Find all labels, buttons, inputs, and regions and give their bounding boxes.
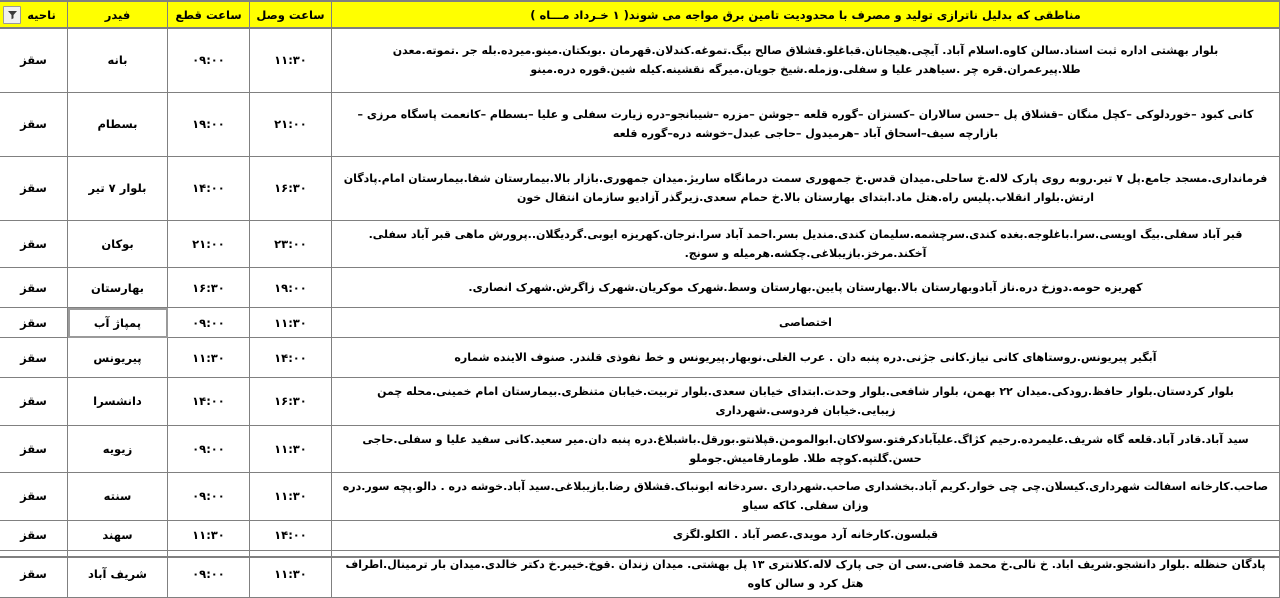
header-row <box>0 2 1280 28</box>
cell-on-time[interactable]: ۱۱:۳۰ <box>250 473 332 521</box>
cell-off-time[interactable]: ۰۹:۰۰ <box>168 550 250 598</box>
cell-regions[interactable]: اختصاصی <box>332 308 1280 338</box>
cell-off-time[interactable]: ۱۶:۳۰ <box>168 268 250 308</box>
column-header-area[interactable] <box>0 2 68 28</box>
cell-area[interactable]: سقز <box>0 308 68 338</box>
cell-feeder[interactable]: سهند <box>68 520 168 550</box>
cell-regions[interactable]: قبر آباد سفلی.بیگ اویسی.سرا.باغلوجه.بغده کندی.سرچشمه.سلیمان کندی.مندیل بسر.احمد آباد سرا.نرجان.کهریزه ایوبی.گردیگلان..پرورش ماهی قبر آباد سفلی. آخکند.مرخز.بازیبلاغی.چکشه.هرمیله و سونج. <box>332 220 1280 268</box>
cell-regions[interactable]: بلوار کردستان.بلوار حافظ.رودکی.میدان ۲۲ بهمن، بلوار شافعی.بلوار وحدت.ابتدای خیابان سعدی.بلوار تربیت.خیابان متنظری.بیمارستان امام خمینی.محله چمن زیبایی.خیابان فردوسی.شهرداری <box>332 378 1280 426</box>
table-row <box>0 378 1280 426</box>
table-row <box>0 156 1280 220</box>
table-row <box>0 550 1280 598</box>
cell-off-time[interactable]: ۰۹:۰۰ <box>168 425 250 473</box>
cell-area[interactable]: سقز <box>0 378 68 426</box>
cell-off-time[interactable]: ۱۱:۳۰ <box>168 338 250 378</box>
cell-feeder[interactable]: دانشسرا <box>68 378 168 426</box>
table-row <box>0 308 1280 338</box>
cell-off-time[interactable]: ۱۱:۳۰ <box>168 520 250 550</box>
cell-on-time[interactable]: ۲۳:۰۰ <box>250 220 332 268</box>
cell-feeder[interactable]: بانه <box>68 28 168 92</box>
table-header <box>0 2 1280 28</box>
cell-regions[interactable]: پادگان حنظله .بلوار دانشجو.شریف اباد. خ نالی.خ محمد قاضی.سی ان جی پارک لاله.کلانتری ۱۳ پل بهشتی. میدان زندان .قوخ.خیبر.خ دکتر خالدی.میدان بار ترمینال.اطراف هتل کرد و سالن کاوه <box>332 550 1280 598</box>
cell-off-time[interactable]: ۱۴:۰۰ <box>168 156 250 220</box>
cell-on-time[interactable]: ۱۴:۰۰ <box>250 338 332 378</box>
cell-regions[interactable]: سید آباد.قادر آباد.قلعه گاه شریف.علیمرده.رحیم کژاگ.علیآبادکرفتو.سولاکان.ابوالمومن.قپلانتو.بورقل.باشبلاغ.دره پنبه دان.میر سعید.کانی سفید علیا و سفلی.حاجی حسن.گلتپه.کوچه طلا. طومارقامیش.جوملو <box>332 425 1280 473</box>
cell-on-time[interactable]: ۱۱:۳۰ <box>250 28 332 92</box>
cell-area[interactable]: سقز <box>0 28 68 92</box>
cell-on-time[interactable]: ۱۱:۳۰ <box>250 308 332 338</box>
cell-area[interactable]: سقز <box>0 473 68 521</box>
cell-regions[interactable]: کانی کبود –خوردلوکی –کچل منگان –قشلاق پل –حسن سالاران –کسنزان –گوره قلعه –جوشن –مزره –شیبانجو–دره زیارت سفلی و علیا –بسطام –کانعمت پاسگاه مرزی – بازارچه سیف–اسحاق آباد –هرمیدول –حاجی عبدل–خوشه دره–گوره قلعه <box>332 92 1280 156</box>
cell-off-time[interactable]: ۲۱:۰۰ <box>168 220 250 268</box>
table-row <box>0 92 1280 156</box>
cell-feeder[interactable]: بلوار ۷ تیر <box>68 156 168 220</box>
cell-feeder[interactable]: پیریونس <box>68 338 168 378</box>
cell-regions[interactable]: فرمانداری.مسجد جامع.پل ۷ تیر.روبه روی پارک لاله.خ ساحلی.میدان قدس.خ جمهوری سمت درمانگاه ساریژ.میدان جمهوری.بازار بالا.بیمارستان شفا.بیمارستان امام.پادگان ارتش.بلوار انقلاب.پلیس راه.هتل ماد.ابتدای بهارستان بالا.خ حمام سعدی.زیرگذر آزادیو سازمان انتقال خون <box>332 156 1280 220</box>
cell-on-time[interactable]: ۱۹:۰۰ <box>250 268 332 308</box>
cell-off-time[interactable]: ۰۹:۰۰ <box>168 473 250 521</box>
cell-feeder[interactable]: سنته <box>68 473 168 521</box>
cell-on-time[interactable]: ۱۶:۳۰ <box>250 378 332 426</box>
column-header-area-label: ناحیه <box>27 7 56 22</box>
cell-on-time[interactable]: ۲۱:۰۰ <box>250 92 332 156</box>
cell-feeder[interactable]: پمپاژ آب <box>68 308 168 338</box>
cell-area[interactable]: سقز <box>0 92 68 156</box>
table-row <box>0 28 1280 92</box>
cell-regions[interactable]: قبلسون.کارخانه آرد مویدی.عصر آباد . الکلو.لگزی <box>332 520 1280 550</box>
cell-regions[interactable]: بلوار بهشتی اداره ثبت اسناد.سالن کاوه.اسلام آباد. آیچی.هیجانان.قباغلو.قشلاق صالح بیگ.تموغه.کندلان.قهرمان .بوبکتان.مینو.میرده.بله جر .تموته.معدن طلا.پیرعمران.قره چر .سیاهدر علیا و سفلی.وزمله.شیخ جویان.میرگه نقشینه.کیله شین.قوره دره.مینو <box>332 28 1280 92</box>
table-row <box>0 473 1280 521</box>
cell-area[interactable]: سقز <box>0 268 68 308</box>
cell-off-time[interactable]: ۱۹:۰۰ <box>168 92 250 156</box>
outage-table <box>0 2 1280 598</box>
table-row <box>0 220 1280 268</box>
cell-regions[interactable]: آبگیر پیریونس.روستاهای کانی نیاز.کانی جژنی.دره پنبه دان . عرب الغلی.نوبهار.پیریونس و خط نفوذی قلندر. صنوف الاینده شماره <box>332 338 1280 378</box>
cell-area[interactable]: سقز <box>0 338 68 378</box>
cell-on-time[interactable]: ۱۱:۳۰ <box>250 550 332 598</box>
table-row <box>0 338 1280 378</box>
cell-area[interactable]: سقز <box>0 220 68 268</box>
column-header-feeder[interactable]: فیدر <box>68 2 168 28</box>
cell-area[interactable]: سقز <box>0 550 68 598</box>
cell-on-time[interactable]: ۱۶:۳۰ <box>250 156 332 220</box>
table-body <box>0 28 1280 598</box>
table-row <box>0 520 1280 550</box>
filter-dropdown-icon[interactable] <box>3 6 21 24</box>
cell-on-time[interactable]: ۱۴:۰۰ <box>250 520 332 550</box>
cell-feeder[interactable]: بسطام <box>68 92 168 156</box>
cell-off-time[interactable]: ۱۴:۰۰ <box>168 378 250 426</box>
cell-off-time[interactable]: ۰۹:۰۰ <box>168 28 250 92</box>
cell-area[interactable]: سقز <box>0 156 68 220</box>
cell-feeder[interactable]: زیویه <box>68 425 168 473</box>
cell-on-time[interactable]: ۱۱:۳۰ <box>250 425 332 473</box>
banner-title: مناطقی که بدلیل ناترازی تولید و مصرف با محدودیت تامین برق مواجه می شوند( ۱ خـرداد مـــاه ) <box>332 2 1280 28</box>
cell-area[interactable]: سقز <box>0 425 68 473</box>
cell-area[interactable]: سقز <box>0 520 68 550</box>
cell-off-time[interactable]: ۰۹:۰۰ <box>168 308 250 338</box>
table-row <box>0 268 1280 308</box>
cell-regions[interactable]: کهریزه حومه.دوزخ دره.ناز آبادوبهارستان بالا.بهارستان پایین.بهارستان وسط.شهرک موکریان.شهرک زاگرش.شهرک انصاری. <box>332 268 1280 308</box>
column-header-off-time[interactable]: ساعت قطع <box>168 2 250 28</box>
table-row <box>0 425 1280 473</box>
column-header-on-time[interactable]: ساعت وصل <box>250 2 332 28</box>
cell-feeder[interactable]: بهارستان <box>68 268 168 308</box>
cell-feeder[interactable]: شریف آباد <box>68 550 168 598</box>
cell-feeder[interactable]: بوکان <box>68 220 168 268</box>
cell-regions[interactable]: صاحب.کارخانه اسفالت شهرداری.کیسلان.چی چی خوار.کریم آباد.بخشداری صاحب.شهرداری .سردخانه ابونباک.قشلاق رضا.بازیبلاغی.سید آباد.خوشه دره . دالو.پچه سور.دره وزان سفلی. کاکه سیاو <box>332 473 1280 521</box>
